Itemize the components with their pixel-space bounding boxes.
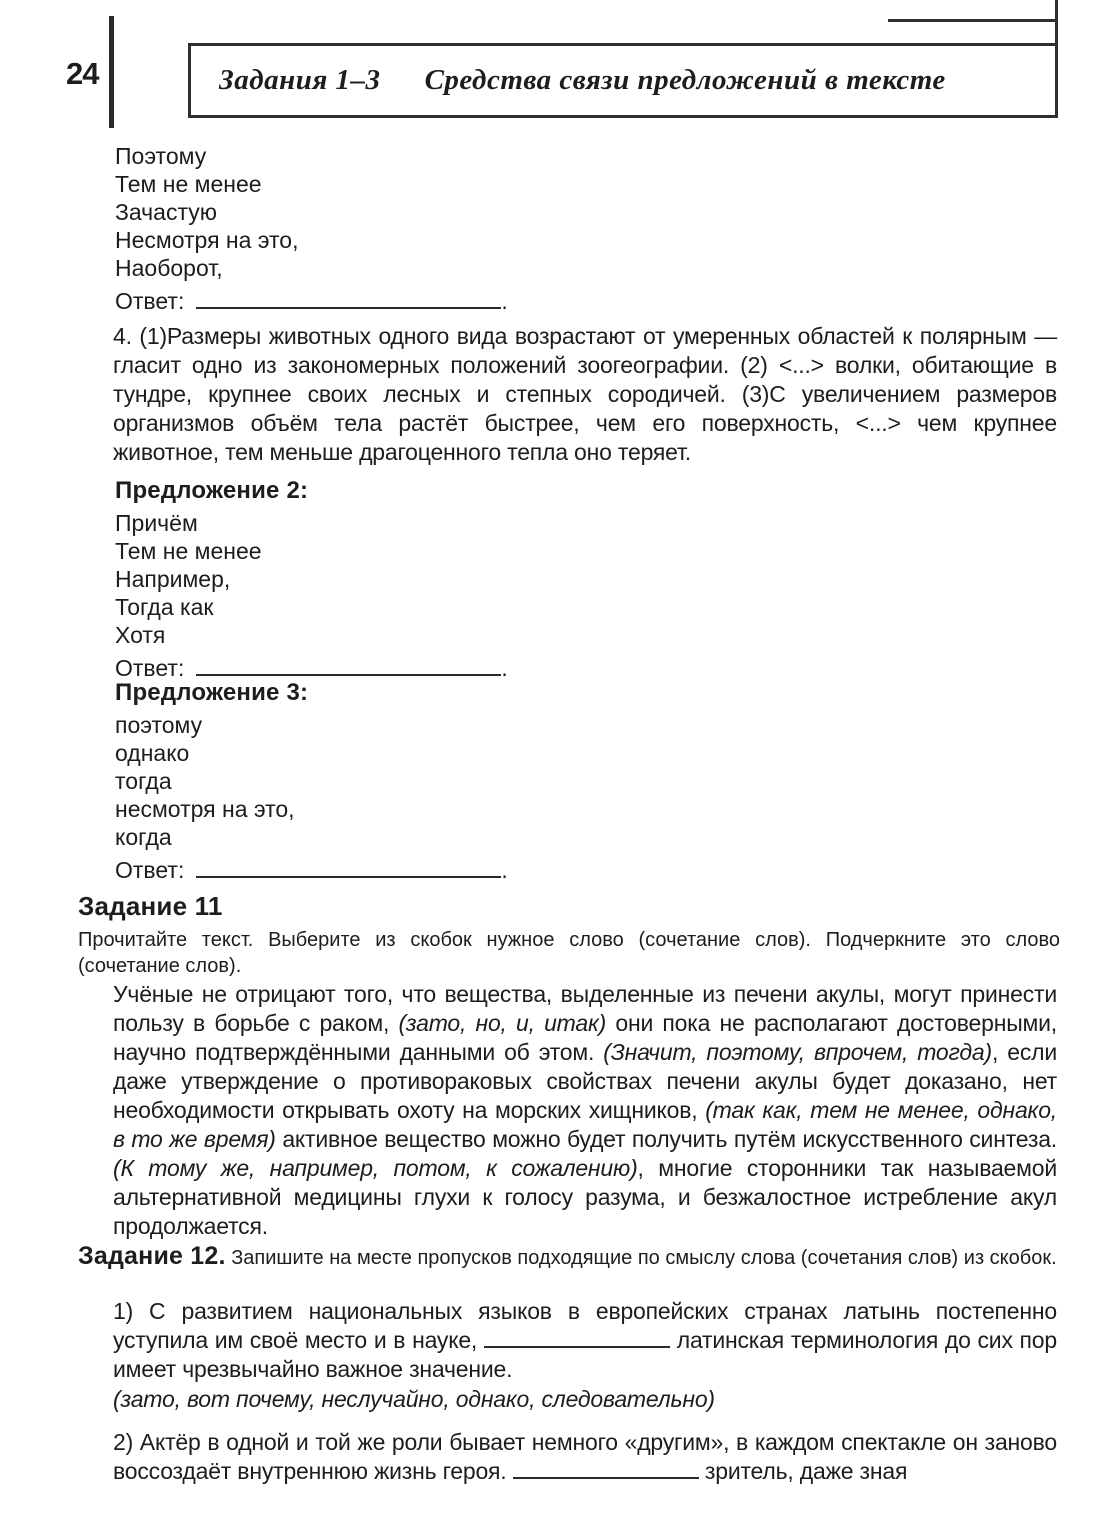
option-item: Зачастую	[115, 199, 217, 225]
text-run: активное вещество можно будет получить путём искусственного синтеза.	[275, 1126, 1057, 1152]
text-run: зритель, даже зная	[698, 1458, 908, 1484]
italic-text-run: (Значит, поэтому, впрочем, тогда)	[603, 1039, 992, 1065]
text-run: , если даже утверждение о противораковых свойствах печени акулы будет доказано, нет необходимости открывать охоту на морских хищников,	[113, 1039, 1058, 1123]
task4-text: 4. (1)Размеры животных одного вида возрастают от умеренных областей к полярным — гласит одно из закономерных положений зоогеографии. (2) <...> волки, обитающие в тундре, крупнее своих лесных и степных сородичей. (3)С увеличением размеров организмов объём тела растёт быстрее, чем его поверхность, <...> чем крупнее животное, тем меньше драгоценного тепла оно теряет.	[113, 323, 1057, 465]
task12-instruction: Запишите на месте пропусков подходящие по смыслу слова (сочетания слов) из скобок.	[231, 1247, 1057, 1269]
answer-row	[115, 654, 508, 682]
left-margin-rule	[109, 16, 114, 128]
inline-blank-line	[484, 1331, 670, 1348]
page-number: 24	[66, 56, 99, 91]
answer-row	[115, 856, 508, 884]
option-item: тогда	[115, 768, 172, 794]
option-item: Поэтому	[115, 143, 207, 169]
sentence3-option-list	[115, 711, 508, 884]
option-item: Например,	[115, 566, 231, 592]
text-run: 2) Актёр в одной и той же роли бывает немного «другим», в каждом спектакле он заново воссоздаёт внутреннюю жизнь героя.	[113, 1429, 1057, 1484]
option-item: однако	[115, 740, 190, 766]
task12-header-row	[78, 1243, 1060, 1272]
option-item: Тем не менее	[115, 171, 262, 197]
task3-option-list	[115, 142, 508, 315]
option-item: когда	[115, 824, 172, 850]
answer-period: .	[501, 857, 508, 883]
task11-instruction: Прочитайте текст. Выберите из скобок нужное слово (сочетание слов). Подчеркните это слово (сочетание слов).	[78, 929, 1060, 977]
sentence3-heading: Предложение 3:	[115, 679, 309, 706]
text-run: Учёные не отрицают того, что вещества, выделенные из печени акулы, могут принести пользу в борьбе с раком,	[113, 981, 1057, 1036]
task11-heading: Задание 11	[78, 891, 223, 921]
answer-label: Ответ:	[115, 857, 185, 883]
text-run: они пока не располагают достоверными, научно подтверждёнными данными об этом.	[113, 1010, 1057, 1065]
answer-label: Ответ:	[115, 655, 185, 681]
chapter-header-box	[188, 43, 1058, 118]
answer-label: Ответ:	[115, 288, 185, 314]
scan-edge-line-horizontal	[888, 19, 1058, 22]
italic-text-run: (так как, тем не менее, однако, в то же время)	[113, 1097, 1057, 1152]
text-run: , многие сторонники так называемой альтернативной медицины глухи к голосу разума, и безжалостное истребление акул продолжается.	[113, 1155, 1058, 1239]
task12-item1-text	[113, 1297, 1057, 1384]
answer-blank-line	[196, 861, 501, 878]
option-item: Хотя	[115, 622, 166, 648]
option-item: Причём	[115, 510, 198, 536]
italic-text-run: (зато, но, и, итак)	[398, 1010, 607, 1036]
option-item: Тогда как	[115, 594, 214, 620]
option-item: Наоборот,	[115, 255, 223, 281]
answer-blank-line	[196, 659, 501, 676]
header-title: Средства связи предложений в тексте	[424, 64, 946, 96]
sentence2-option-list	[115, 509, 508, 682]
answer-blank-line	[196, 292, 501, 309]
text-run: латинская терминология до сих пор имеет чрезвычайно важное значение.	[113, 1327, 1057, 1382]
inline-blank-line	[513, 1462, 699, 1479]
task12-item1-options: (зато, вот почему, неслучайно, однако, следовательно)	[113, 1386, 715, 1412]
task12-heading: Задание 12.	[78, 1242, 226, 1270]
italic-text-run: (К тому же, например, потом, к сожалению)	[113, 1155, 638, 1181]
answer-period: .	[501, 288, 508, 314]
answer-period: .	[501, 655, 508, 681]
task11-text	[113, 980, 1057, 1241]
text-run: 1) С развитием национальных языков в европейских странах латынь постепенно уступила им своё место и в науке,	[113, 1298, 1057, 1353]
option-item: Тем не менее	[115, 538, 262, 564]
option-item: Несмотря на это,	[115, 227, 299, 253]
option-item: несмотря на это,	[115, 796, 295, 822]
scan-edge-line-vertical	[1055, 0, 1058, 46]
task12-item2-text	[113, 1428, 1057, 1486]
option-item: поэтому	[115, 712, 203, 738]
answer-row	[115, 287, 508, 315]
sentence2-heading: Предложение 2:	[115, 477, 309, 504]
header-task-range: Задания 1–3	[219, 64, 381, 96]
